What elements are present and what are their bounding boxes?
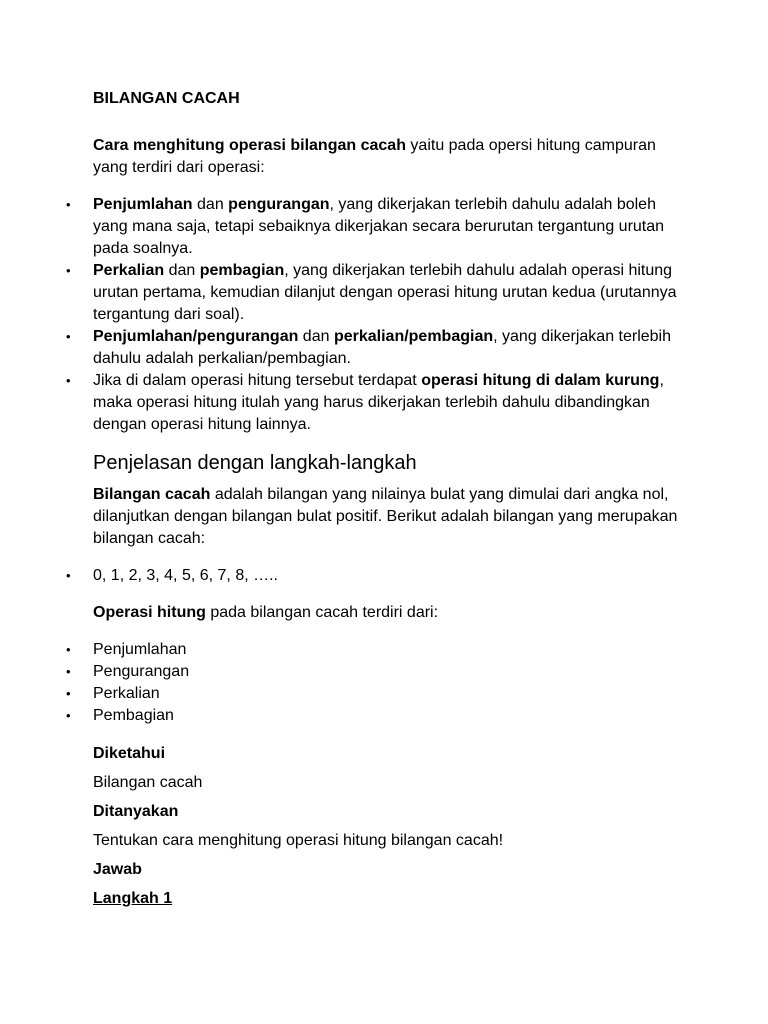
operations-intro-paragraph: [93, 602, 683, 624]
rule-bold: pembagian: [199, 262, 285, 279]
rule-text: , yang dikerjakan terlebih dahulu adalah perkalian/pembagian.: [93, 328, 672, 367]
operation-item: • Perkalian: [93, 683, 683, 705]
rule-item: [93, 194, 683, 260]
answer-label: Jawab: [93, 861, 142, 878]
known-value: Bilangan cacah: [93, 774, 203, 791]
rule-text: Jika di dalam operasi hitung tersebut terdapat: [93, 372, 422, 389]
definition-bold: Bilangan cacah: [93, 486, 211, 503]
operation-item: • Pengurangan: [93, 661, 683, 683]
intro-paragraph: [93, 135, 683, 179]
rule-text: dan: [164, 262, 200, 279]
intro-bold: Cara menghitung operasi bilangan cacah: [93, 137, 406, 154]
rules-list: [93, 194, 683, 436]
definition-paragraph: [93, 484, 683, 550]
asked-label: Ditanyakan: [93, 803, 179, 820]
known-label: Diketahui: [93, 745, 166, 762]
intro-text: yaitu pada opersi hitung campuran yang terdiri dari operasi:: [93, 137, 656, 176]
rule-item: [93, 326, 683, 370]
definition-text: adalah bilangan yang nilainya bulat yang dimulai dari angka nol, dilanjutkan dengan bilangan bulat positif. Berikut adalah bilangan yang merupakan bilangan cacah:: [93, 486, 678, 547]
rule-bold: pengurangan: [228, 196, 330, 213]
rule-text: dan: [192, 196, 229, 213]
operation-item: • Pembagian: [93, 705, 683, 727]
rule-bold: operasi hitung di dalam kurung: [421, 372, 660, 389]
step-label: Langkah 1: [93, 890, 173, 907]
numbers-list: [93, 565, 683, 587]
operations-list: [93, 639, 683, 727]
rule-text: , yang dikerjakan terlebih dahulu adalah operasi hitung urutan pertama, kemudian dilanjut dengan operasi hitung urutan kedua (urutannya tergantung dari soal).: [93, 262, 677, 323]
rule-text: dan: [298, 328, 334, 345]
rule-bold: Penjumlahan: [93, 196, 193, 213]
operation-item: • Penjumlahan: [93, 639, 683, 661]
document-content: [93, 88, 683, 910]
operations-intro-text: pada bilangan cacah terdiri dari:: [205, 604, 439, 621]
rule-bold: Perkalian: [93, 262, 165, 279]
rule-item: [93, 370, 683, 436]
rule-text: , maka operasi hitung itulah yang harus dikerjakan terlebih dahulu dibandingkan dengan operasi hitung lainnya.: [93, 372, 664, 433]
numbers-item: • 0, 1, 2, 3, 4, 5, 6, 7, 8, …..: [93, 565, 683, 587]
rule-text: , yang dikerjakan terlebih dahulu adalah boleh yang mana saja, tetapi sebaiknya dikerjakan secara berurutan tergantung urutan pada soalnya.: [93, 196, 665, 257]
rule-bold: Penjumlahan/pengurangan: [93, 328, 299, 345]
document-title: BILANGAN CACAH: [93, 90, 240, 107]
section-heading: Penjelasan dengan langkah-langkah: [93, 452, 417, 474]
asked-value: Tentukan cara menghitung operasi hitung bilangan cacah!: [93, 832, 504, 849]
rule-item: [93, 260, 683, 326]
operations-intro-bold: Operasi hitung: [93, 604, 206, 621]
rule-bold: perkalian/pembagian: [333, 328, 494, 345]
